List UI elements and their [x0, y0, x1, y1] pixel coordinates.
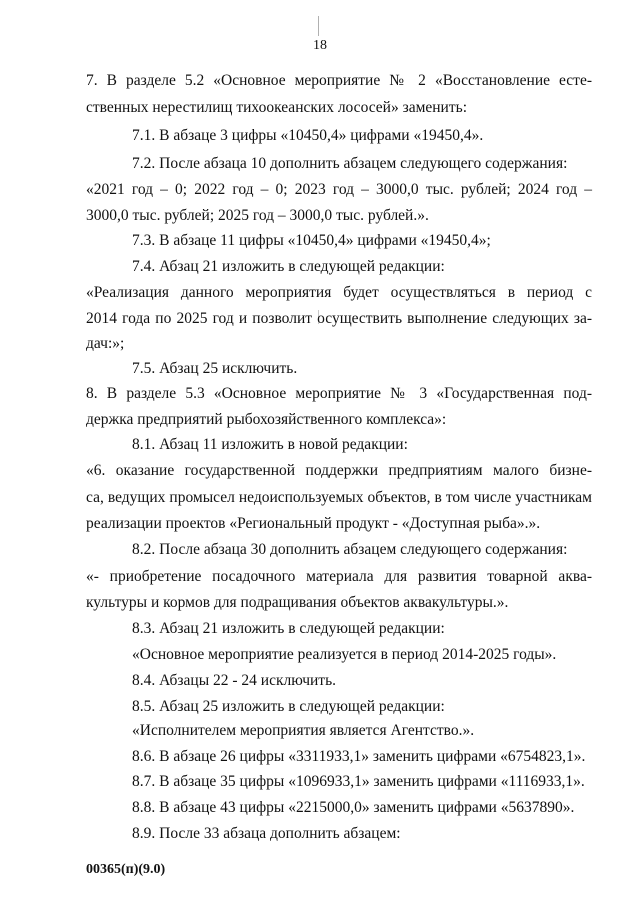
text-line: 7.4. Абзац 21 изложить в следующей редакции:: [132, 258, 445, 275]
text-line: 8.8. В абзаце 43 цифры «2215000,0» заменить цифрами «5637890».: [132, 799, 575, 816]
text-line: 3000,0 тыс. рублей; 2025 год – 3000,0 тыс. рублей.».: [86, 207, 429, 224]
text-line: са, ведущих промысел недоиспользуемых объектов, в том числе участникам: [86, 489, 592, 506]
text-line: 7.2. После абзаца 10 дополнить абзацем следующего содержания:: [132, 155, 568, 172]
text-line: «Реализация данного мероприятия будет осуществляться в период с: [86, 284, 592, 301]
text-line: 7. В разделе 5.2 «Основное мероприятие № 2 «Восстановление есте-: [86, 72, 592, 89]
text-line: «Исполнителем мероприятия является Агентство.».: [132, 722, 475, 739]
text-line: 8.7. В абзаце 35 цифры «1096933,1» заменить цифрами «1116933,1».: [132, 773, 585, 790]
document-code: 00365(п)(9.0): [86, 862, 166, 877]
text-line: 8. В разделе 5.3 «Основное мероприятие № 3 «Государственная под-: [86, 385, 592, 402]
text-line: «Основное мероприятие реализуется в период 2014-2025 годы».: [132, 646, 557, 663]
text-line: 8.3. Абзац 21 изложить в следующей редакции:: [132, 620, 445, 637]
text-line: 7.5. Абзац 25 исключить.: [132, 360, 298, 377]
text-line: 8.4. Абзацы 22 - 24 исключить.: [132, 672, 337, 689]
text-line: 8.6. В абзаце 26 цифры «3311933,1» заменить цифрами «6754823,1».: [132, 748, 586, 765]
text-line: 2014 года по 2025 год и позволит осуществить выполнение следующих за-: [86, 310, 592, 327]
text-line: 8.2. После абзаца 30 дополнить абзацем следующего содержания:: [132, 541, 568, 558]
text-line: реализации проектов «Региональный продукт - «Доступная рыба».».: [86, 515, 541, 532]
text-line: «6. оказание государственной поддержки предприятиям малого бизне-: [86, 462, 592, 479]
text-line: дач:»;: [86, 335, 125, 352]
text-line: 8.1. Абзац 11 изложить в новой редакции:: [132, 436, 408, 453]
text-line: «- приобретение посадочного материала для развития товарной аква-: [86, 568, 592, 585]
text-line: держка предприятий рыбохозяйственного комплекса»:: [86, 411, 447, 428]
text-line: 8.5. Абзац 25 изложить в следующей редакции:: [132, 698, 445, 715]
text-line: культуры и кормов для подращивания объектов аквакультуры.».: [86, 594, 509, 611]
text-line: 8.9. После 33 абзаца дополнить абзацем:: [132, 825, 401, 842]
scan-mark: [318, 16, 319, 36]
text-line: 7.1. В абзаце 3 цифры «10450,4» цифрами «19450,4».: [132, 127, 484, 144]
text-line: «2021 год – 0; 2022 год – 0; 2023 год – 3000,0 тыс. рублей; 2024 год –: [86, 181, 592, 198]
text-line: ственных нерестилищ тихоокеанских лососей» заменить:: [86, 99, 467, 116]
text-line: 7.3. В абзаце 11 цифры «10450,4» цифрами «19450,4»;: [132, 232, 491, 249]
page-number: 18: [313, 38, 327, 53]
